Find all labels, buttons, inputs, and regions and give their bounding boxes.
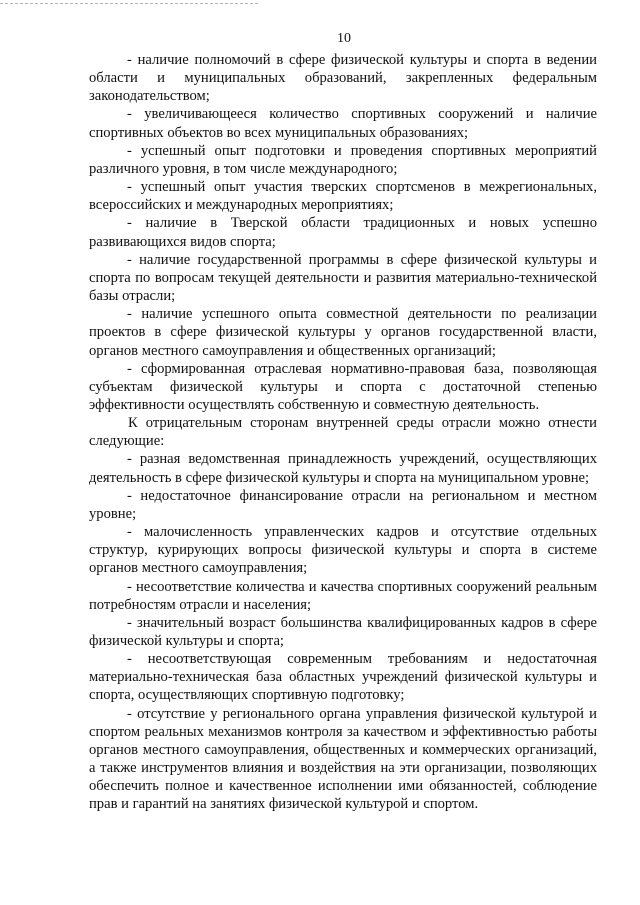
strength-item-events-experience: - успешный опыт подготовки и проведения спортивных мероприятий различного уровня, в том числе международного; [89,142,597,177]
weakness-item-departmental-affiliation: - разная ведомственная принадлежность учреждений, осуществляющих деятельность в сфере физической культуры и спорта на муниципальном уровне; [89,451,597,486]
strength-item-cooperation: - наличие успешного опыта совместной деятельности по реализации проектов в сфере физической культуры у органов государственной власти, органов местного самоуправления и общественных организаций; [89,306,597,359]
scan-edge-mark [0,0,258,4]
document-page [89,30,597,890]
strength-item-athletes-experience: - успешный опыт участия тверских спортсменов в межрегиональных, всероссийских и международных мероприятиях; [89,179,597,214]
page-number: 10 [337,31,351,46]
weakness-item-management-staff: - малочисленность управленческих кадров и отсутствие отдельных структур, курирующих вопросы физической культуры и спорта в системе органов местного самоуправления; [89,524,597,577]
strength-item-facilities: - увеличивающееся количество спортивных сооружений и наличие спортивных объектов во всех муниципальных образованиях; [89,106,597,141]
weakness-item-control-mechanisms: - отсутствие у регионального органа управления физической культурой и спортом реальных механизмов контроля за качеством и эффективностью работы органов местного самоуправления, общественных и коммерческих организаций, а также инструментов влияния и воздействия на эти организации, позволяющих обеспечить полное и качественное исполнении ими обязанностей, соблюдение прав и гарантий на занятиях физической культурой и спортом. [89,705,597,813]
strength-item-authority: - наличие полномочий в сфере физической культуры и спорта в ведении области и муниципальных образований, закрепленных федеральным законодательством; [89,52,597,105]
strength-item-state-program: - наличие государственной программы в сфере физической культуры и спорта по вопросам текущей деятельности и развития материально-технической базы отрасли; [89,251,597,305]
weakness-item-material-base: - несоответствующая современным требованиям и недостаточная материально-техническая база областных учреждений физической культуры и спорта, осуществляющих спортивную подготовку; [89,651,597,704]
weaknesses-introduction: К отрицательным сторонам внутренней среды отрасли можно отнести следующие: [89,415,597,450]
strength-item-legal-base: - сформированная отраслевая нормативно-правовая база, позволяющая субъектам физической культуры и спорта с достаточной степенью эффективности осуществлять собственную и совместную деятельность. [89,360,597,413]
document-body [89,51,597,814]
weakness-item-facility-mismatch: - несоответствие количества и качества спортивных сооружений реальным потребностям отрасли и населения; [89,578,597,613]
weakness-item-staff-age: - значительный возраст большинства квалифицированных кадров в сфере физической культуры и спорта; [89,614,597,649]
weakness-item-funding: - недостаточное финансирование отрасли на региональном и местном уровне; [89,487,597,522]
strength-item-sports: - наличие в Тверской области традиционных и новых успешно развивающихся видов спорта; [89,215,597,250]
